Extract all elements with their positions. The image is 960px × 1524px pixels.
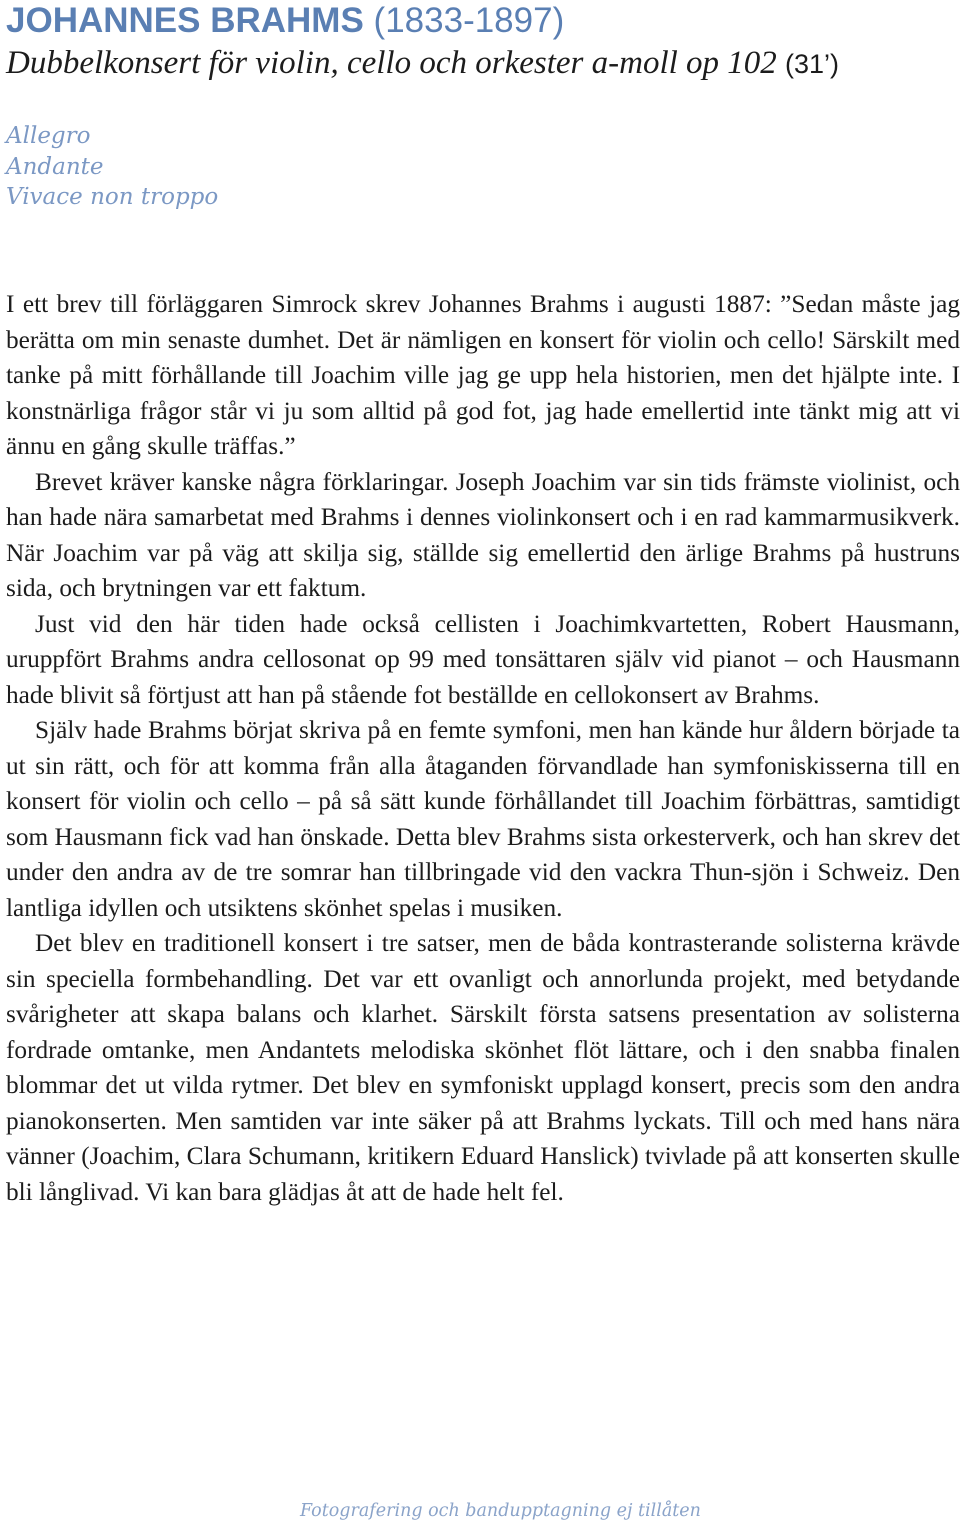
- work-title: Dubbelkonsert för violin, cello och orkester a-moll op 102: [6, 45, 777, 81]
- work-duration: (31’): [785, 49, 840, 79]
- composer-years: (1833-1897): [373, 1, 565, 40]
- composer-heading: [6, 0, 564, 42]
- work-heading: [6, 42, 839, 85]
- paragraph-4: Själv hade Brahms börjat skriva på en femte symfoni, men han kände hur åldern började ta ut sin rätt, och för att komma från alla åtaganden förvandlade han symfoniskisserna till en konsert för violin och cello – på så sätt kunde förhållandet till Joachim förbättras, samtidigt som Hausmann fick vad han önskade. Detta blev Brahms sista orkesterverk, och han skrev det under den andra av de tre somrar han tillbringade vid den vackra Thun-sjön i Schweiz. Den lantliga idyllen och utsiktens skönhet spelas i musiken.: [6, 716, 960, 922]
- movement-item-3: Vivace non troppo: [6, 184, 219, 210]
- movement-list: [6, 121, 218, 213]
- movement-item-2: Andante: [6, 153, 104, 180]
- paragraph-3: Just vid den här tiden hade också cellisten i Joachimkvartetten, Robert Hausmann, uruppfört Brahms andra cellosonat op 99 med tonsättaren själv vid pianot – och Hausmann hade blivit så förtjust att han på stående fot beställde en cellokonsert av Brahms.: [6, 609, 960, 709]
- movement-item-1: Allegro: [6, 123, 91, 149]
- paragraph-2: Brevet kräver kanske några förklaringar. Joseph Joachim var sin tids främste violinist, och han hade nära samarbetat med Brahms i dennes violinkonsert och i en rad kammarmusikverk. När Joachim var på väg att skilja sig, ställde sig emellertid den ärlige Brahms på hustruns sida, och brytningen var ett faktum.: [6, 467, 960, 602]
- program-note-body: [6, 287, 960, 1210]
- composer-name: JOHANNES BRAHMS: [6, 1, 364, 40]
- paragraph-5: Det blev en traditionell konsert i tre satser, men de båda kontrasterande solisterna krävde sin speciella formbehandling. Det var ett ovanligt och annorlunda projekt, med betydande svårigheter att skapa balans och klarhet. Särskilt första satsens presentation av solisterna fordrade omtanke, men Andantets melodiska skönhet flöt lättare, och i den snabba finalen blommar det ut vilda rytmer. Det blev en symfoniskt upplagd konsert, precis som den andra pianokonserten. Men samtiden var inte säker på att Brahms lyckats. Till och med hans nära vänner (Joachim, Clara Schumann, kritikern Eduard Hanslick) tvivlade på att konserten skulle bli långlivad. Vi kan bara glädjas åt att de hade helt fel.: [6, 929, 960, 1206]
- paragraph-1: I ett brev till förläggaren Simrock skrev Johannes Brahms i augusti 1887: ”Sedan måste jag berätta om min senaste dumhet. Det är nämligen en konsert för violin och cello! Särskilt med tanke på mitt förhållande till Joachim ville jag ge upp hela historien, men det hjälpte inte. I konstnärliga frågor står vi ju som alltid på god fot, jag hade emellertid inte tänkt mig att vi ännu en gång skulle träffas.”: [6, 290, 960, 460]
- photography-notice: Fotografering och bandupptagning ej tillåten: [300, 1501, 701, 1521]
